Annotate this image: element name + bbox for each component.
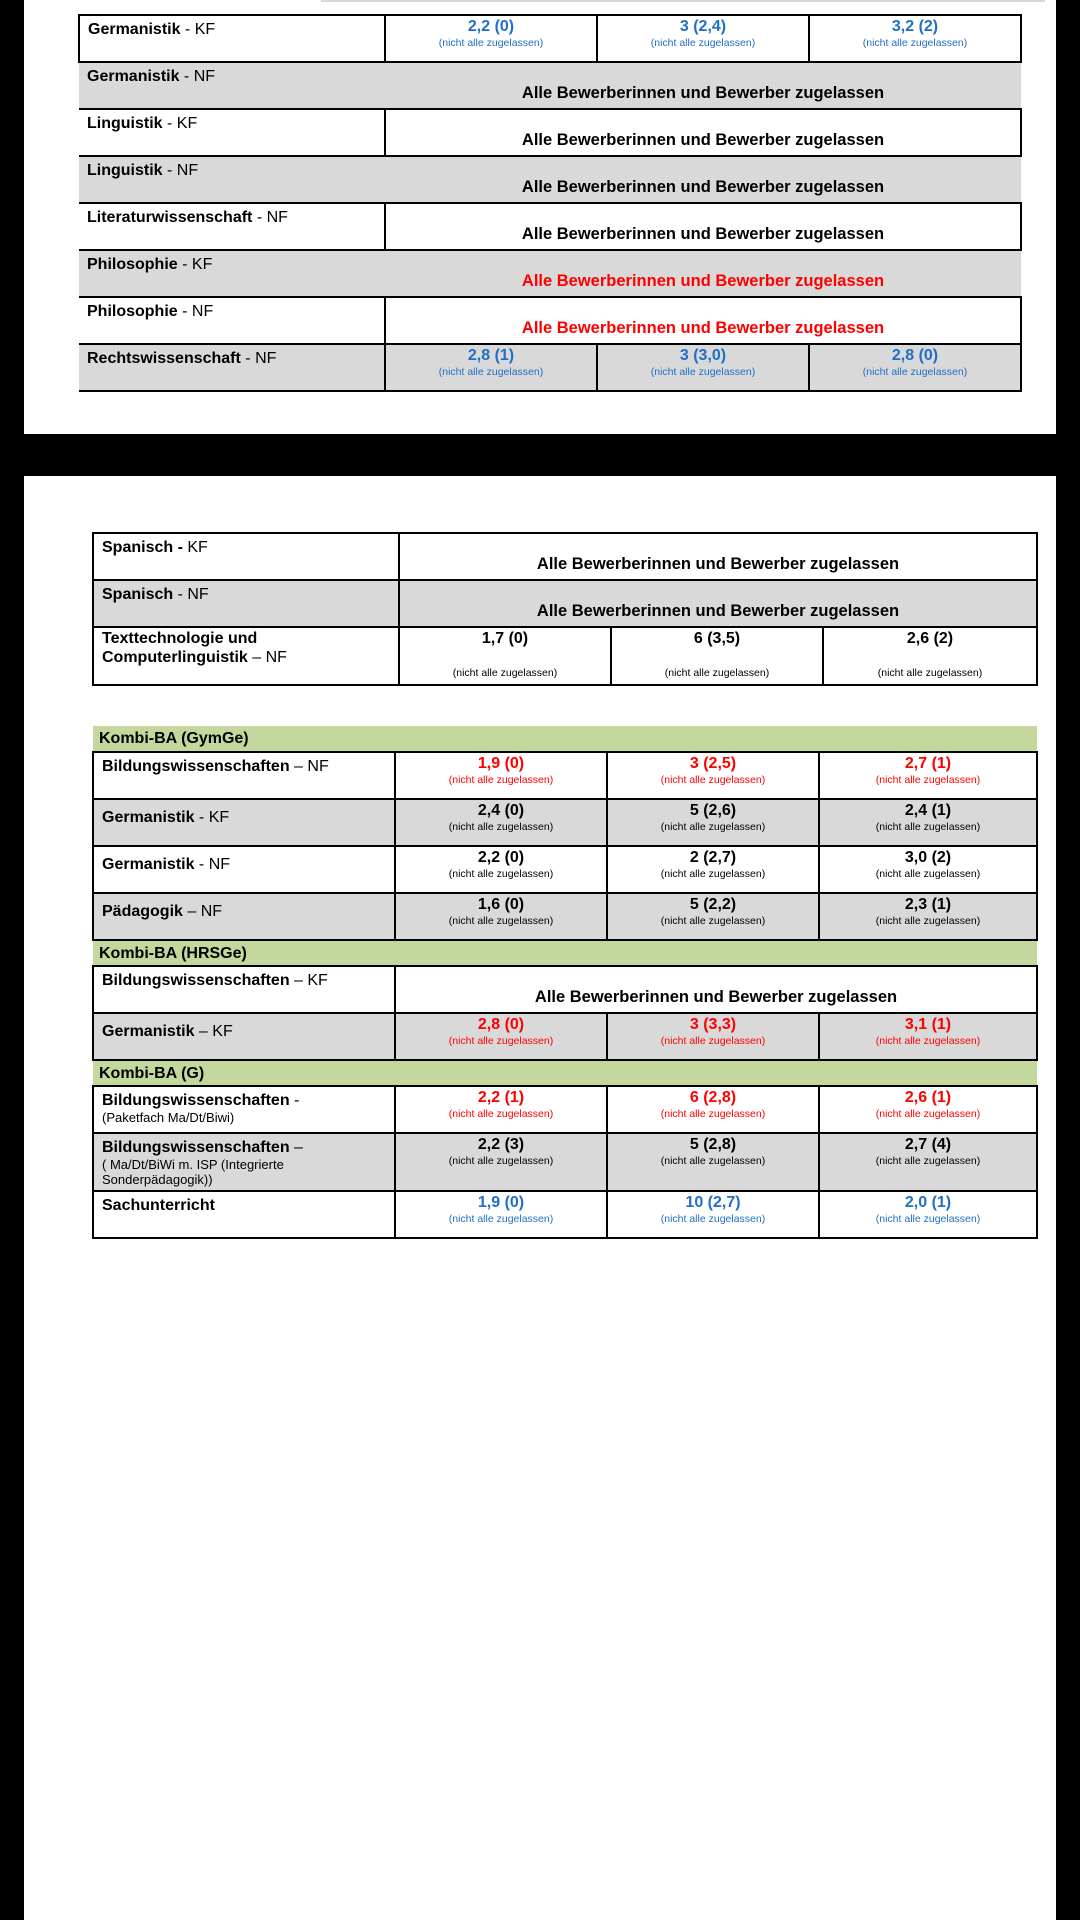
grade-cell: 5 (2,8) (nicht alle zugelassen) <box>607 1133 819 1191</box>
subject-cell: Spanisch - NF <box>93 580 399 627</box>
table-row <box>93 1086 1037 1133</box>
table-row <box>93 893 1037 940</box>
subject-cell: Germanistik - KF <box>79 15 385 62</box>
admitted-cell: Alle Bewerberinnen und Bewerber zugelassen <box>399 533 1037 580</box>
admitted-cell: Alle Bewerberinnen und Bewerber zugelassen <box>385 297 1021 344</box>
section-title: Kombi-BA (G) <box>93 1060 1037 1086</box>
table-row <box>93 1013 1037 1060</box>
grade-cell: 2,8 (0) (nicht alle zugelassen) <box>809 344 1021 391</box>
grade-cell: 6 (3,5) (nicht alle zugelassen) <box>611 627 823 685</box>
document-page-1 <box>24 0 1056 434</box>
subject-cell: Philosophie - KF <box>79 250 385 297</box>
grade-cell: 3 (2,4) (nicht alle zugelassen) <box>597 15 809 62</box>
table-row <box>79 344 1021 391</box>
grade-cell: 1,7 (0) (nicht alle zugelassen) <box>399 627 611 685</box>
grade-cell: 2,3 (1) (nicht alle zugelassen) <box>819 893 1037 940</box>
grade-cell: 1,6 (0) (nicht alle zugelassen) <box>395 893 607 940</box>
admitted-cell: Alle Bewerberinnen und Bewerber zugelassen <box>385 250 1021 297</box>
admitted-cell: Alle Bewerberinnen und Bewerber zugelassen <box>395 966 1037 1013</box>
grade-cell: 2,2 (0) (nicht alle zugelassen) <box>385 15 597 62</box>
section-header-row <box>93 726 1037 752</box>
table-row <box>93 966 1037 1013</box>
section-header-row <box>93 940 1037 966</box>
admission-table-2 <box>92 532 1038 686</box>
table-row <box>79 156 1021 203</box>
grade-cell: 2,7 (4) (nicht alle zugelassen) <box>819 1133 1037 1191</box>
grade-cell: 5 (2,6) (nicht alle zugelassen) <box>607 799 819 846</box>
grade-cell: 2 (2,7) (nicht alle zugelassen) <box>607 846 819 893</box>
grade-cell: 3 (3,0) (nicht alle zugelassen) <box>597 344 809 391</box>
subject-cell: Germanistik - NF <box>93 846 395 893</box>
admitted-cell: Alle Bewerberinnen und Bewerber zugelassen <box>399 580 1037 627</box>
admitted-cell: Alle Bewerberinnen und Bewerber zugelassen <box>385 62 1021 109</box>
section-title: Kombi-BA (GymGe) <box>93 726 1037 752</box>
grade-cell: 3,2 (2) (nicht alle zugelassen) <box>809 15 1021 62</box>
subject-cell: Literaturwissenschaft - NF <box>79 203 385 250</box>
subject-cell: Philosophie - NF <box>79 297 385 344</box>
table-row <box>93 1133 1037 1191</box>
table-row <box>93 580 1037 627</box>
subject-cell: Linguistik - KF <box>79 109 385 156</box>
subject-cell: Pädagogik – NF <box>93 893 395 940</box>
grade-cell: 2,6 (2) (nicht alle zugelassen) <box>823 627 1037 685</box>
table-row <box>93 627 1037 685</box>
grade-cell: 1,9 (0) (nicht alle zugelassen) <box>395 1191 607 1238</box>
grade-cell: 3,1 (1) (nicht alle zugelassen) <box>819 1013 1037 1060</box>
section-title: Kombi-BA (HRSGe) <box>93 940 1037 966</box>
table-row <box>79 15 1021 62</box>
grade-cell: 2,2 (3) (nicht alle zugelassen) <box>395 1133 607 1191</box>
table-row <box>93 752 1037 799</box>
grade-cell: 2,6 (1) (nicht alle zugelassen) <box>819 1086 1037 1133</box>
admitted-cell: Alle Bewerberinnen und Bewerber zugelassen <box>385 156 1021 203</box>
kombi-ba-table <box>92 726 1038 1239</box>
subject-cell: Bildungswissenschaften - (Paketfach Ma/Dt/Biwi) <box>93 1086 395 1133</box>
admitted-cell: Alle Bewerberinnen und Bewerber zugelassen <box>385 203 1021 250</box>
subject-cell: Germanistik - KF <box>93 799 395 846</box>
grade-cell: 2,7 (1) (nicht alle zugelassen) <box>819 752 1037 799</box>
table-row <box>79 62 1021 109</box>
grade-cell: 2,8 (1) (nicht alle zugelassen) <box>385 344 597 391</box>
grade-cell: 3,0 (2) (nicht alle zugelassen) <box>819 846 1037 893</box>
grade-cell: 2,4 (1) (nicht alle zugelassen) <box>819 799 1037 846</box>
table-row <box>93 799 1037 846</box>
subject-cell: Sachunterricht <box>93 1191 395 1238</box>
subject-cell: Rechtswissenschaft - NF <box>79 344 385 391</box>
table-row <box>93 533 1037 580</box>
table-row <box>93 846 1037 893</box>
table-row <box>93 1191 1037 1238</box>
grade-cell: 2,2 (1) (nicht alle zugelassen) <box>395 1086 607 1133</box>
grade-cell: 5 (2,2) (nicht alle zugelassen) <box>607 893 819 940</box>
subject-cell: Bildungswissenschaften – KF <box>93 966 395 1013</box>
admitted-cell: Alle Bewerberinnen und Bewerber zugelassen <box>385 109 1021 156</box>
subject-cell: Germanistik – KF <box>93 1013 395 1060</box>
table-row <box>79 250 1021 297</box>
subject-cell: Bildungswissenschaften – ( Ma/Dt/BiWi m. ISP (Integrierte Sonderpädagogik)) <box>93 1133 395 1191</box>
grade-cell: 10 (2,7) (nicht alle zugelassen) <box>607 1191 819 1238</box>
table-row <box>79 203 1021 250</box>
grade-cell: 2,4 (0) (nicht alle zugelassen) <box>395 799 607 846</box>
subject-cell: Spanisch - KF <box>93 533 399 580</box>
table-row <box>79 297 1021 344</box>
grade-cell: 2,2 (0) (nicht alle zugelassen) <box>395 846 607 893</box>
grade-cell: 2,8 (0) (nicht alle zugelassen) <box>395 1013 607 1060</box>
document-page-2 <box>24 476 1056 1920</box>
grade-cell: 1,9 (0) (nicht alle zugelassen) <box>395 752 607 799</box>
cut-off-row-text <box>321 0 1045 2</box>
subject-cell: Linguistik - NF <box>79 156 385 203</box>
admission-table-1 <box>78 14 1022 392</box>
grade-cell: 2,0 (1) (nicht alle zugelassen) <box>819 1191 1037 1238</box>
grade-cell: 6 (2,8) (nicht alle zugelassen) <box>607 1086 819 1133</box>
subject-cell: Germanistik - NF <box>79 62 385 109</box>
subject-cell: Bildungswissenschaften – NF <box>93 752 395 799</box>
grade-cell: 3 (2,5) (nicht alle zugelassen) <box>607 752 819 799</box>
grade-cell: 3 (3,3) (nicht alle zugelassen) <box>607 1013 819 1060</box>
section-header-row <box>93 1060 1037 1086</box>
subject-cell: Texttechnologie und Computerlinguistik – NF <box>93 627 399 685</box>
table-row <box>79 109 1021 156</box>
